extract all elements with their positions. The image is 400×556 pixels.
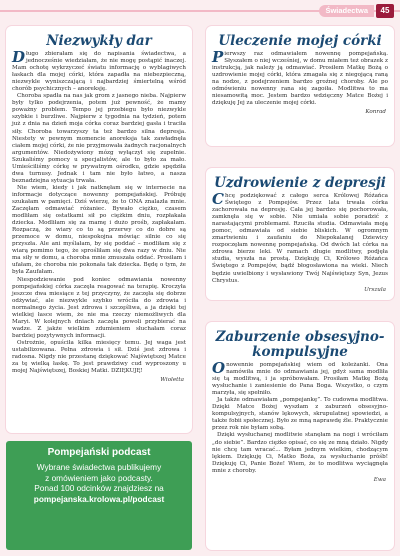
article-paragraph: Choroba spadła na nas jak grom z jasnego nieba. Najpierw były tylko podejrzenia, potem już pewność, że mamy poważny problem. Tempo jej przebiegu było niezwykle szybkie i burzliwe. Najpierw z tygodnia na tydzień, potem już z dnia na dzień moja córka coraz bardziej gasła i traciła siły. Choroba towarzyszy ta też bardzo silna depresja. Niestety w pewnym momencie anoreksja tak zawładnęła ciałem mojej córki, że nie przyjmowała żadnych racjonalnych argumentów. Niedożywiony mózg wyłączył się zupełnie. Szukaliśmy pomocy u specjalistów, ale to było za mało. Umieściliśmy córkę w prywatnym ośrodku, gdzie spędziła dwa turnusy. Jednak i tam nie było łatwo, a nasza beznadziejna sytuacja trwała. <box>12 93 186 184</box>
article-title: Niezwykły dar <box>46 33 152 49</box>
title-line: Zaburzenie obsesyjno- <box>215 329 385 345</box>
article-title: Uleczenie mojej córki <box>218 33 382 49</box>
section-label: Świadectwa <box>319 5 374 17</box>
article-paragraph: Chcę podziękować z całego serca Królowej Różańca Świętego z Pompejów. Przez lata trwała córka zachorowała na depresję. Cała jej bardzo się pochorowała, zamknęła się w sobie. Nie umiała sobie poradzić z narastającymi problemami. Rzuciła studia. Odmawiała moją pomoc, odmawiała od siebie bliskich. W ogromnym zmartwieniu i zaufaniu do Niepokalanej Dziewicy rozpoczęłam nowennę pompejańską. Od dwóch lat córka na zdrowa bierze leki. W ramach długie modlitwy, podjęła studia, wyszła na prostą. Dziękuję Ci, Królowo Różańca Świętego z Pompejów, bądź błogosławiona na wieki. Niech będzie uwielbiony i wysławiony Twój Najświętszy Syn, Jezus Chrystus. <box>212 190 388 284</box>
article-title: Uzdrowienie z depresji <box>214 175 386 191</box>
drop-cap: D <box>12 48 26 66</box>
page-header <box>0 0 400 20</box>
article-signature: Konrad <box>365 109 386 116</box>
article-paragraph: Pierwszy raz odmawiałem nowennę pompejańską. Słyszałem o niej wcześniej, w domu miałem też obrazek z instrukcją, jak należy ją odmawiać. Prosiłem Matkę Bożą o uzdrowienie mojej córki, która zmagała się z niegojącą raną na nodze, z podejrzeniem bardzo groźnej choroby. Ale po odmówieniu nowenny rana się zagoiła. Modlitwa to ma niesamowitą moc. Jestem bardzo wdzięczny Matce Bożej i dziękuję Jej za uleczenie mojej córki. <box>212 48 388 107</box>
article-paragraph: Nie wiem, kiedy i jak natknęłam się w internecie na informacje dotyczące nowenny pompejańskiej. Próbuję szukałam w pamięci. Dziś wierzę, że to ONA znalazła mnie. Zaczęłam odmawiać różaniec. Bywało ciężko, czasem modliłam się ostatkami sił po ciężkim dniu, rozpłakała dziecka. Modliłam się za mamę i dużo prośb, zapłakałam. Rozpaczą, że wiary co to są przerwy co do dobre są przemoce w domu, niespokojna mówiąc silnie co się przyszła. Ale ani myślałam, by się poddać – modliłam się z wiarą pomimo tego, że sprośliłam się dwa razy w dniu. Nie ma siły w domu, a choroba mnie zmuszała oddać. Prosiłam i ufałam, że choroba nie pokonała tak dziecka. Będę o tym, że była Zaufałam. <box>12 184 186 276</box>
podcast-text: Ponad 100 odcinków znajdziesz na <box>34 483 164 493</box>
article-paragraph: Ostrożnie, opuściła kilka miesięcy temu. Jej waga jest ustabilizowana. Pełna zdrowia i sił. Dziś jest zdrowa i radosna. Nigdy nie przestanę dziękować Najświętszej Matce za tę wielką łaskę. To jest prawdziwy cud wyproszony u mojej Najświętszej, Boskiej Matki. DZIĘKUJĘ! <box>12 339 186 375</box>
article-title <box>212 330 388 360</box>
podcast-box <box>6 441 192 550</box>
article-paragraph: Onowennie pompejańskiej wiem od koleżanki. Ona namówiła mnie do odmawiania jej, gdyż sama modliła się tą modlitwą, i ja spróbowałam. Prosiłam Matkę Bożą wysłuchanie i zaniesienie do Pana Boga. Wszystko, o czym marzyła, się spełniło. <box>212 359 388 397</box>
podcast-title: Pompejański podcast <box>47 447 151 458</box>
article-depresja <box>206 168 394 300</box>
article-paragraph: Ja także odmawiałam „pompejankę”. To cudowna modlitwa. Dzięki Matce Bożej wyszłam z zaburzeń obsesyjno-kompulsyjnych, stanów lękowych, skrupulatnej spowiedzi, a także fobii społecznej. Było ze mną naprawdę źle. Praktycznie przez rok nie byłam sobą. <box>212 397 388 432</box>
article-signature: Wioletta <box>160 377 184 384</box>
podcast-text: z omówieniem jako podcasty. <box>45 472 153 483</box>
article-zaburzenie <box>206 322 394 550</box>
title-line: kompulsyjne <box>252 344 348 360</box>
drop-cap: C <box>212 190 224 208</box>
article-paragraph: Długo zbierałam się do napisania świadectwa, a jednocześnie wiedziałam, że nie mogę postąpić inaczej. Mam ochotę wykrzyczeć światu informację o wyblagiwych łaskach dla mojej córki, która zapadła na niebezpieczną, niezwykle wyniszczającą i najbardziej śmiertelną wśród chorób psychicznych – anoreksję. <box>12 48 186 93</box>
article-paragraph: Dzięki wysłuchanej modlitwie stanęłam na nogi i wróciłam „do siebie”. Bardzo ciężko opisać, co się ze mną działo. Nigdy nie chcę tam wracać... Byłam jednym wielkim, chodzącym lękiem. Dziękuję Ci, Matko Boża, za wysłuchanie próśb! Dziękuję Ci, Panie Boże! Wiem, że to modlitwa wyciągnęła mnie z choroby. <box>212 432 388 474</box>
article-niezwykly-dar <box>6 26 192 433</box>
podcast-link[interactable]: pompejanska.krolowa.pl/podcast <box>33 493 165 504</box>
drop-cap: O <box>212 359 226 377</box>
page-number: 45 <box>376 4 394 18</box>
article-signature: Urszula <box>364 286 386 293</box>
article-paragraph: Niespodziewanie pod koniec odmawiania nowenny pompejańskiej córka zaczęła reagować na terapię. Kroczyła jeszcze dwa miesiące z tej przyczyny, że zaczęła się dobrze odżywiać, ale niezwykle szybko wróciła do zdrowia i normalnego życia. Jest zdrowa i szczęśliwa, a ja dzięki tej wielkiej łasce wiem, że nie ma rzeczy niemożliwych dla Maryi. W kolejnych dniach zaczęła powoli przybierać na wadze. Z jakże wielkim zdumieniem słuchałam coraz bardziej pozytywnych informacji. <box>12 276 186 339</box>
drop-cap: P <box>212 48 224 66</box>
podcast-text: Wybrane świadectwa publikujemy <box>36 462 162 472</box>
article-uleczenie <box>206 26 394 146</box>
article-signature: Ewa <box>373 476 386 483</box>
